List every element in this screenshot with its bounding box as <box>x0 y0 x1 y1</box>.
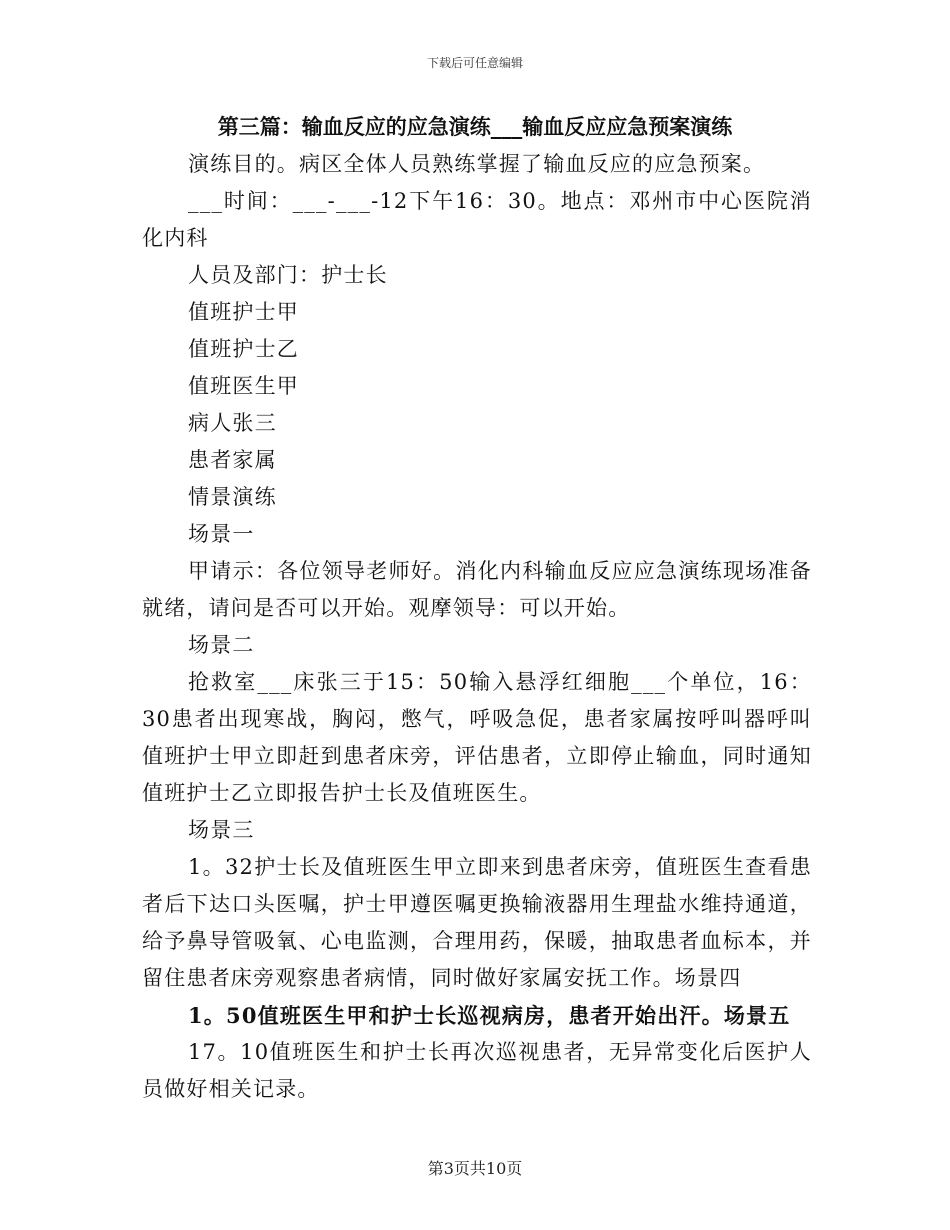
document-title: 第三篇：输血反应的应急演练___输血反应应急预案演练 <box>217 114 733 139</box>
document-body <box>142 146 812 1108</box>
paragraph-nurse-a: 值班护士甲 <box>188 300 299 324</box>
paragraph-family: 患者家属 <box>188 448 277 472</box>
paragraph-scene-two-text: 抢救室___床张三于15：50输入悬浮红细胞___个单位，16：30患者出现寒战，胸闷，憋气，呼吸急促，患者家属按呼叫器呼叫值班护士甲立即赶到患者床旁，评估患者，立即停止输血，同时通知值班护士乙立即报告护士长及值班医生。 <box>142 670 812 805</box>
paragraph-scenario-drill: 情景演练 <box>188 485 277 509</box>
paragraph-scene-two-heading: 场景二 <box>188 633 255 657</box>
paragraph-nurse-b: 值班护士乙 <box>188 337 299 361</box>
header-note: 下载后可任意编辑 <box>426 56 523 70</box>
page-number: 第3页共10页 <box>427 1159 523 1178</box>
paragraph-scene-four-text: 1。50值班医生甲和护士长巡视病房，患者开始出汗。场景五 <box>188 1003 791 1028</box>
paragraph-purpose: 演练目的。病区全体人员熟练掌握了输血反应的应急预案。 <box>188 152 766 176</box>
paragraph-scene-three-text: 1。32护士长及值班医生甲立即来到患者床旁，值班医生查看患者后下达口头医嘱，护士甲遵医嘱更换输液器用生理盐水维持通道，给予鼻导管吸氧、心电监测，合理用药，保暖，抽取患者血标本，并留住患者床旁观察患者病情，同时做好家属安抚工作。场景四 <box>142 855 812 990</box>
paragraph-scene-five-text: 17。10值班医生和护士长再次巡视患者，无异常变化后医护人员做好相关记录。 <box>142 1040 812 1101</box>
paragraph-personnel: 人员及部门：护士长 <box>188 263 388 287</box>
paragraph-patient: 病人张三 <box>188 411 277 435</box>
paragraph-time-location: ___时间：___-___-12下午16：30。地点：邓州市中心医院消化内科 <box>142 189 812 250</box>
paragraph-scene-one-text: 甲请示：各位领导老师好。消化内科输血反应应急演练现场准备就绪，请问是否可以开始。观摩领导：可以开始。 <box>142 559 812 620</box>
paragraph-doctor-a: 值班医生甲 <box>188 374 299 398</box>
paragraph-scene-three-heading: 场景三 <box>188 818 255 842</box>
paragraph-scene-one-heading: 场景一 <box>188 522 255 546</box>
